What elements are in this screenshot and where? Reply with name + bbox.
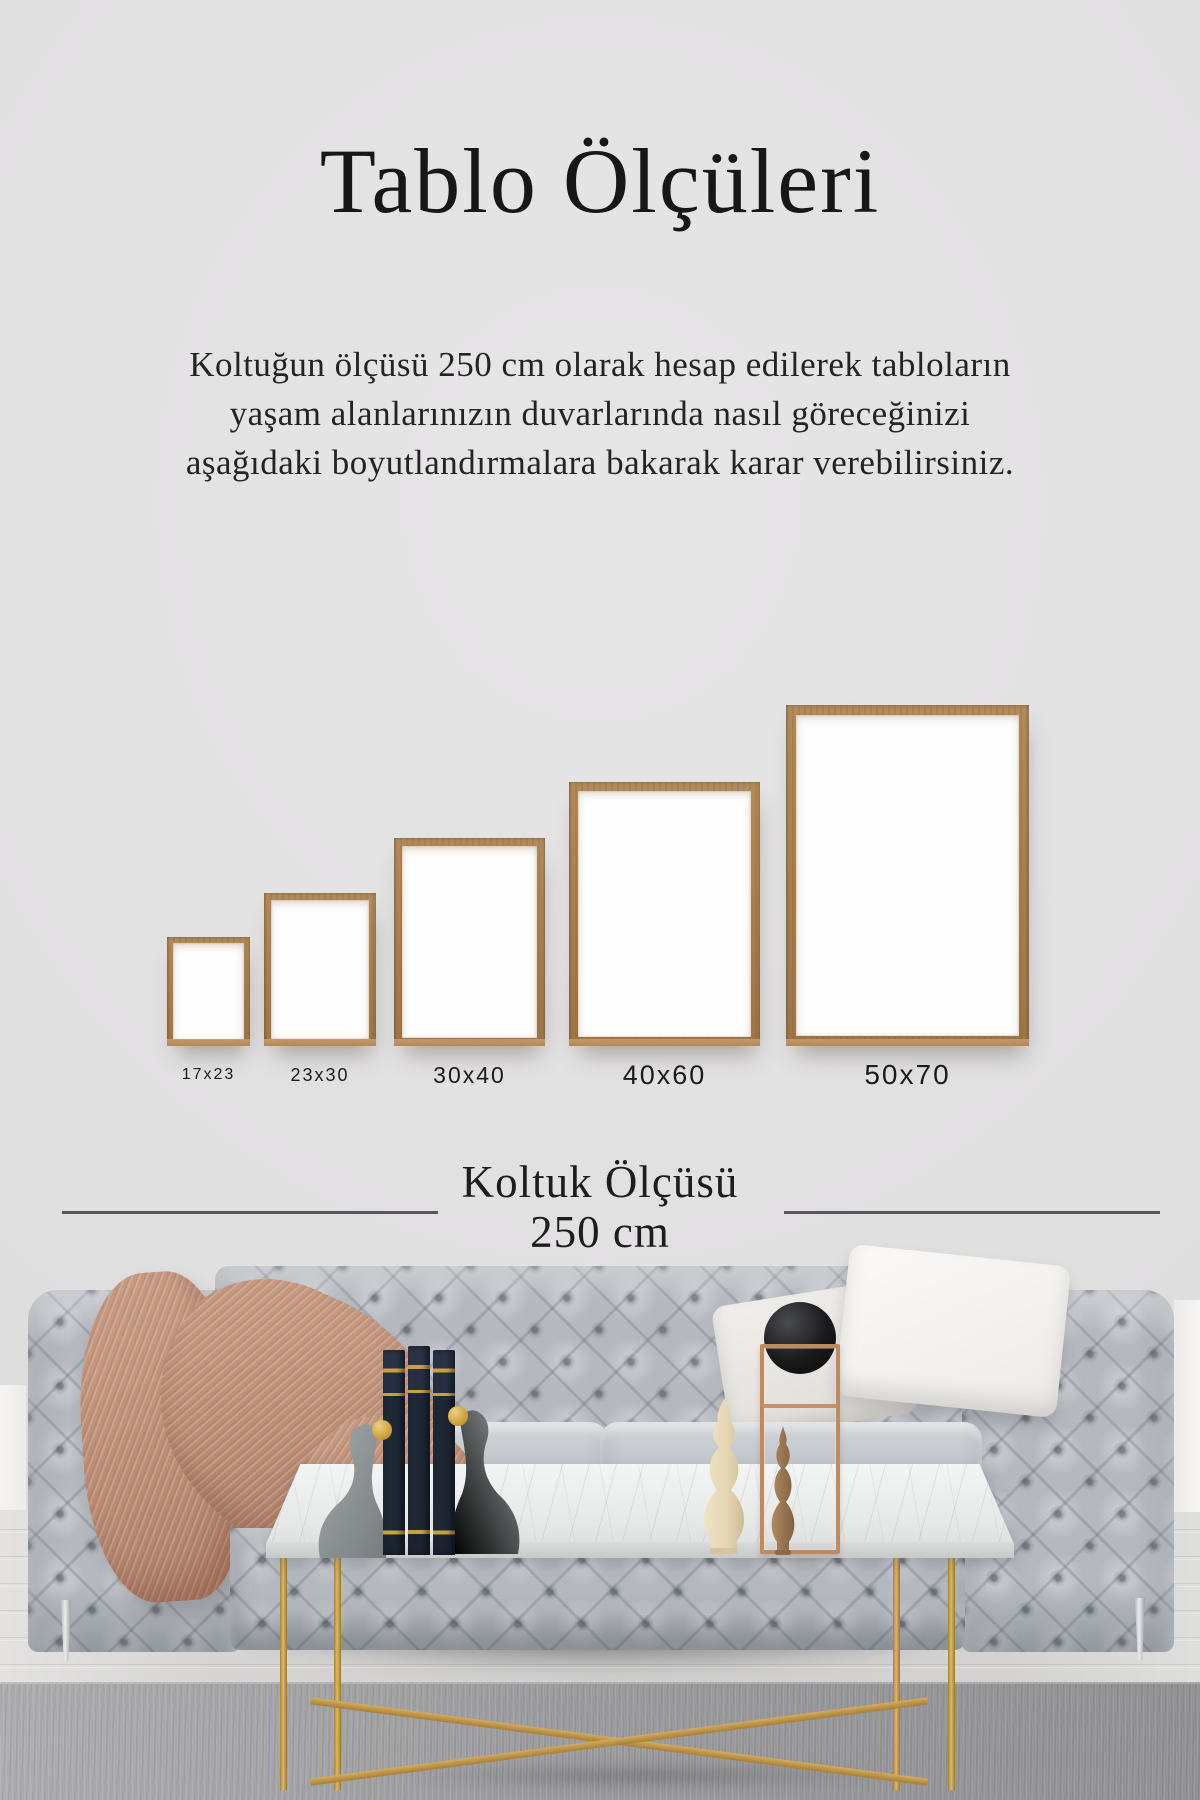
- frame-30x40: [394, 838, 545, 1088]
- frame-size-label: 30x40: [433, 1062, 506, 1088]
- intro-paragraph: [80, 340, 1120, 487]
- table-leg-back-left: [334, 1552, 341, 1790]
- table-leg-front-left: [280, 1552, 287, 1790]
- sofa-measure-value: 250 cm: [530, 1207, 670, 1257]
- frame-canvas: [578, 791, 751, 1037]
- frame-40x60: [569, 782, 760, 1090]
- bird-bookend-left: [306, 1422, 390, 1560]
- frame-23x30: [264, 893, 376, 1085]
- wooden-tree-ornament-cream: [696, 1398, 752, 1554]
- frame-canvas: [796, 715, 1019, 1036]
- frame-17x23: [167, 937, 250, 1083]
- frame-canvas: [271, 900, 369, 1039]
- table-leg-front-right: [948, 1552, 955, 1790]
- pillow-right: [835, 1244, 1072, 1418]
- table-leg-back-right: [893, 1552, 900, 1790]
- book-1: [383, 1350, 405, 1555]
- bookend-gold-knob-right: [448, 1406, 468, 1426]
- frame-canvas: [402, 846, 537, 1038]
- book-2: [408, 1346, 430, 1555]
- frame-size-label: 17x23: [181, 1066, 236, 1083]
- page-title: Tablo Ölçüleri: [319, 130, 881, 232]
- baseboard-left: [0, 1385, 26, 1510]
- intro-line-2: yaşam alanlarınızın duvarlarında nasıl göreceğinizi: [229, 394, 971, 433]
- bookend-gold-knob-left: [372, 1420, 392, 1440]
- frame-size-label: 40x60: [622, 1060, 707, 1090]
- frame-50x70: [786, 705, 1029, 1090]
- book-3: [433, 1350, 455, 1555]
- frame-canvas: [173, 943, 244, 1040]
- wooden-tree-ornament-brown: [766, 1426, 800, 1556]
- bird-bookend-right: [448, 1408, 532, 1556]
- frame-size-label: 23x30: [290, 1065, 350, 1085]
- intro-line-1: Koltuğun ölçüsü 250 cm olarak hesap edilerek tabloların: [189, 345, 1011, 384]
- sofa-measure-title: Koltuk Ölçüsü: [461, 1157, 739, 1207]
- frame-size-label: 50x70: [864, 1059, 951, 1090]
- intro-line-3: aşağıdaki boyutlandırmalara bakarak karar verebilirsiniz.: [185, 443, 1015, 482]
- baseboard-right: [1174, 1300, 1200, 1512]
